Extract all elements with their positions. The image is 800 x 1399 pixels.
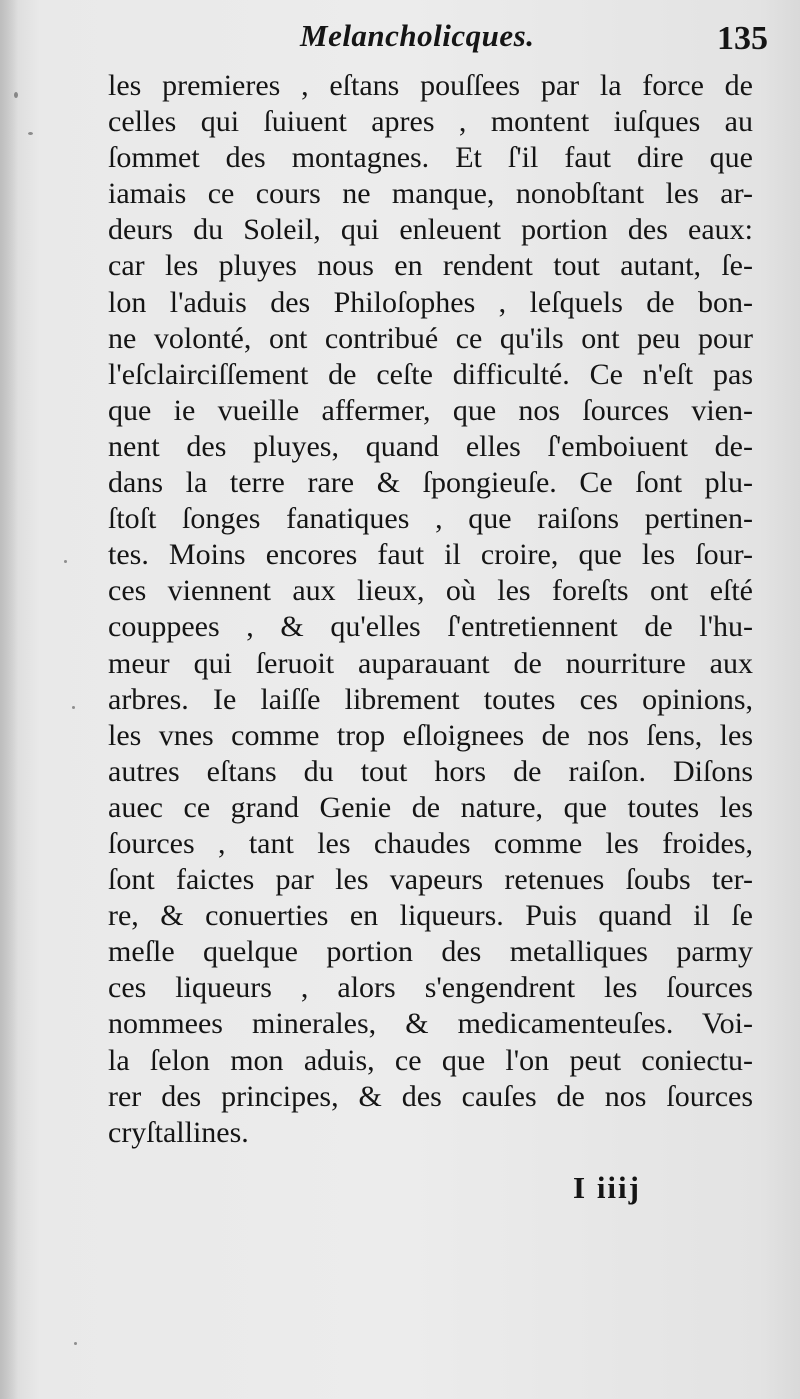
text-line: celles qui ſuiuent apres , montent iuſques au (108, 105, 753, 139)
text-line: les vnes comme trop eſloignees de nos ſens, les (108, 718, 753, 752)
text-line: autres eſtans du tout hors de raiſon. Diſons (108, 754, 753, 788)
body-text (108, 68, 753, 1151)
text-line: ſources , tant les chaudes comme les froides, (108, 826, 753, 860)
text-line: que ie vueille affermer, que nos ſources vien- (108, 393, 753, 427)
text-line: ſommet des montagnes. Et ſ'il faut dire que (108, 141, 753, 175)
text-line: auec ce grand Genie de nature, que toutes les (108, 790, 753, 824)
ink-speck (14, 92, 18, 98)
text-line: les premieres , eſtans pouſſees par la force de (108, 69, 753, 102)
text-line: iamais ce cours ne manque, nonobſtant les ar- (108, 177, 753, 211)
text-line: nent des pluyes, quand elles ſ'emboiuent de- (108, 429, 753, 463)
text-line: couppees , & qu'elles ſ'entretiennent de l'hu- (108, 610, 753, 644)
text-line: tes. Moins encores faut il croire, que les ſour- (108, 538, 753, 572)
text-line: l'eſclairciſſement de ceſte difficulté. Ce n'eſt pas (108, 357, 753, 391)
text-line: re, & conuerties en liqueurs. Puis quand il ſe (108, 899, 753, 933)
ink-speck (28, 132, 33, 135)
text-line: dans la terre rare & ſpongieuſe. Ce ſont plu- (108, 466, 753, 500)
page-number: 135 (717, 20, 768, 57)
text-line: rer des principes, & des cauſes de nos ſources (108, 1079, 753, 1113)
text-line: car les pluyes nous en rendent tout autant, ſe- (108, 249, 753, 283)
ink-speck (72, 706, 75, 709)
text-line: ces viennent aux lieux, où les foreſts ont eſté (108, 574, 753, 608)
text-line: la ſelon mon aduis, ce que l'on peut coniectu- (108, 1043, 753, 1077)
running-title: Melancholicques. (300, 18, 535, 53)
text-line: deurs du Soleil, qui enleuent portion des eaux: (108, 213, 753, 247)
text-line: nommees minerales, & medicamenteuſes. Voi- (108, 1007, 753, 1041)
text-line: arbres. Ie laiſſe librement toutes ces opinions, (108, 682, 753, 716)
text-line: ſtoſt ſonges fanatiques , que raiſons pertinen- (108, 502, 753, 536)
text-line: ſont faictes par les vapeurs retenues ſoubs ter- (108, 863, 753, 897)
text-line: ne volonté, ont contribué ce qu'ils ont peu pour (108, 321, 753, 355)
text-line: lon l'aduis des Philoſophes , leſquels de bon- (108, 285, 753, 319)
signature-mark: I iiij (573, 1170, 641, 1205)
text-line: cryſtallines. (108, 1115, 249, 1149)
text-line: meſle quelque portion des metalliques parmy (108, 935, 753, 969)
text-line: meur qui ſeruoit auparauant de nourriture aux (108, 646, 753, 680)
ink-speck (64, 560, 67, 563)
text-line: ces liqueurs , alors s'engendrent les ſources (108, 971, 753, 1005)
ink-speck (74, 1342, 77, 1345)
gutter-shadow (0, 0, 18, 1399)
